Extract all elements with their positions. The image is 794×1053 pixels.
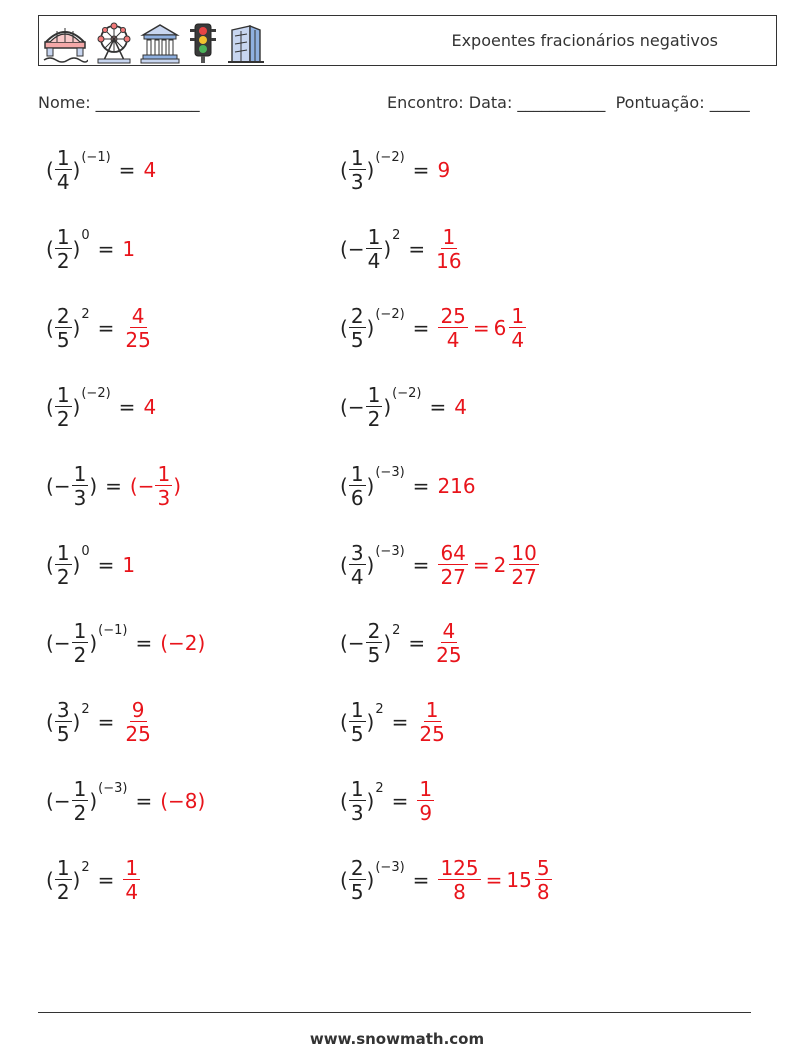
answer xyxy=(122,237,135,261)
denominator: 2 xyxy=(56,248,70,273)
denominator: 27 xyxy=(440,564,466,589)
fraction xyxy=(438,856,480,905)
numerator: 1 xyxy=(367,382,381,407)
answer xyxy=(433,619,464,668)
exponent: 2 xyxy=(375,701,384,717)
numerator: 1 xyxy=(425,698,439,723)
open-paren: ( xyxy=(340,552,348,577)
fraction xyxy=(123,303,152,352)
denominator: 4 xyxy=(446,327,460,352)
header-icons xyxy=(42,22,266,64)
answer xyxy=(122,698,153,747)
denominator: 25 xyxy=(125,722,151,747)
close-paren: ) xyxy=(366,789,375,814)
denominator: 5 xyxy=(56,722,70,747)
open-paren: ( xyxy=(340,631,348,656)
fraction xyxy=(349,777,366,826)
close-paren: ) xyxy=(383,631,392,656)
open-paren: ( xyxy=(340,394,348,419)
numerator: 1 xyxy=(56,856,70,881)
answer-value: 4 xyxy=(143,158,157,182)
fraction xyxy=(55,303,72,352)
exponent: 2 xyxy=(81,859,90,875)
date-score-field: Encontro: Data: ___________ Pontuação: _____ xyxy=(387,93,750,112)
close-paren: ) xyxy=(366,158,375,182)
exponent: (−2) xyxy=(81,386,111,402)
footer-url: www.snowmath.com xyxy=(309,1030,485,1048)
equals-sign: = xyxy=(97,315,115,340)
fraction xyxy=(438,540,467,589)
close-paren: ) xyxy=(366,710,375,735)
close-paren: ) xyxy=(72,552,81,577)
fraction xyxy=(366,619,383,668)
denominator: 25 xyxy=(419,722,445,747)
fraction xyxy=(417,698,446,747)
fraction xyxy=(434,224,463,273)
problem-item xyxy=(46,619,206,668)
problem-item xyxy=(340,540,540,589)
equals-sign: = xyxy=(391,710,409,735)
exponent: (−3) xyxy=(98,780,128,796)
exponent: 0 xyxy=(81,228,90,244)
building-icon xyxy=(226,22,266,64)
denominator: 4 xyxy=(511,327,525,352)
problem-item xyxy=(46,382,157,431)
numerator: 4 xyxy=(442,619,456,644)
problem-item xyxy=(340,303,527,352)
equals-sign: = xyxy=(412,868,430,893)
fraction xyxy=(434,619,463,668)
denominator: 3 xyxy=(350,170,364,194)
answer xyxy=(160,789,205,813)
exponent: 2 xyxy=(392,228,401,244)
open-paren: ( xyxy=(340,789,348,814)
numerator: 4 xyxy=(131,303,145,328)
problem-item xyxy=(340,148,450,192)
problem-item xyxy=(340,777,435,826)
denominator: 27 xyxy=(511,564,537,589)
numerator: 25 xyxy=(440,303,466,328)
denominator: 5 xyxy=(350,880,364,905)
open-paren: ( xyxy=(340,158,348,182)
equals-sign: = xyxy=(408,236,426,261)
exponent: (−2) xyxy=(375,307,405,323)
equals-sign: = xyxy=(412,158,430,182)
fraction xyxy=(349,461,366,510)
open-paren: ( xyxy=(46,158,54,182)
exponent: 2 xyxy=(81,701,90,717)
close-paren: ) xyxy=(383,236,392,261)
fraction xyxy=(55,382,72,431)
minus-sign: − xyxy=(53,473,71,498)
mixed-whole: 2 xyxy=(493,552,507,577)
answer-equals: = xyxy=(472,315,490,340)
answer xyxy=(437,158,450,182)
answer-value: 1 xyxy=(122,236,136,261)
denominator: 8 xyxy=(453,880,466,905)
footer-divider xyxy=(38,1012,751,1013)
exponent: 2 xyxy=(81,307,90,323)
numerator: 2 xyxy=(350,856,364,881)
equals-sign: = xyxy=(118,394,136,419)
close-paren: ) xyxy=(72,158,81,182)
numerator: 1 xyxy=(350,146,364,170)
mixed-fraction xyxy=(535,856,552,905)
equals-sign: = xyxy=(391,789,409,814)
mixed-whole: 6 xyxy=(493,315,507,340)
answer-equals: = xyxy=(472,552,490,577)
name-field: Nome: _____________ xyxy=(38,93,200,112)
equals-sign: = xyxy=(97,868,115,893)
answer xyxy=(416,698,447,747)
fraction xyxy=(349,303,366,352)
close-paren: ) xyxy=(366,473,375,498)
open-paren: ( xyxy=(340,473,348,498)
fraction xyxy=(155,461,172,510)
denominator: 2 xyxy=(73,643,87,668)
equals-sign: = xyxy=(118,158,136,182)
minus-sign: − xyxy=(53,631,71,656)
numerator: 9 xyxy=(131,698,145,723)
denominator: 5 xyxy=(56,327,70,352)
problem-item xyxy=(46,856,141,905)
denominator: 4 xyxy=(125,880,139,905)
fraction xyxy=(72,619,89,668)
answer xyxy=(122,553,135,577)
answer-value: 216 xyxy=(437,473,476,498)
denominator: 16 xyxy=(436,248,462,273)
denominator: 2 xyxy=(367,406,381,431)
equals-sign: = xyxy=(135,631,153,656)
numerator: 1 xyxy=(56,224,70,249)
close-paren: ) xyxy=(72,236,81,261)
equals-sign: = xyxy=(97,710,115,735)
numerator: 2 xyxy=(350,303,364,328)
numerator: 1 xyxy=(157,461,171,486)
exponent: 0 xyxy=(81,544,90,559)
close-paren: ) xyxy=(366,552,375,577)
answer-open-paren: (− xyxy=(129,473,155,498)
denominator: 4 xyxy=(367,248,381,273)
fraction xyxy=(123,698,152,747)
numerator: 1 xyxy=(350,698,364,723)
answer xyxy=(454,395,467,419)
exponent: 2 xyxy=(392,622,401,638)
problem-item xyxy=(46,777,206,826)
answer-value: (−2) xyxy=(160,631,206,656)
denominator: 3 xyxy=(350,801,364,826)
denominator: 2 xyxy=(56,564,70,589)
close-paren: ) xyxy=(383,394,392,419)
problem-item xyxy=(340,461,476,510)
fraction xyxy=(123,856,140,905)
open-paren: ( xyxy=(340,710,348,735)
fraction xyxy=(55,698,72,747)
answer xyxy=(160,631,205,655)
worksheet-title: Expoentes fracionários negativos xyxy=(451,31,718,50)
denominator: 2 xyxy=(56,880,70,905)
numerator: 1 xyxy=(73,777,87,802)
fraction xyxy=(349,856,366,905)
bridge-icon xyxy=(42,22,88,64)
fraction xyxy=(55,856,72,905)
exponent: (−2) xyxy=(375,149,405,165)
numerator: 2 xyxy=(367,619,381,644)
numerator: 1 xyxy=(350,461,364,486)
numerator: 1 xyxy=(419,777,433,802)
equals-sign: = xyxy=(412,315,430,340)
numerator: 64 xyxy=(440,540,466,565)
problem-item xyxy=(340,224,465,273)
fraction xyxy=(55,224,72,273)
worksheet-header xyxy=(38,15,777,66)
answer-value: 4 xyxy=(143,394,157,419)
equals-sign: = xyxy=(412,473,430,498)
mixed-fraction xyxy=(509,540,538,589)
numerator: 1 xyxy=(442,224,456,249)
problem-item xyxy=(340,382,467,431)
close-paren: ) xyxy=(89,789,98,814)
fraction xyxy=(417,777,434,826)
denominator: 25 xyxy=(436,643,462,668)
denominator: 5 xyxy=(350,327,364,352)
problem-item xyxy=(46,461,181,510)
numerator: 2 xyxy=(56,303,70,328)
fraction xyxy=(366,224,383,273)
problem-item xyxy=(46,698,154,747)
answer xyxy=(433,224,464,273)
numerator: 1 xyxy=(511,303,525,328)
museum-icon xyxy=(140,22,180,64)
numerator: 5 xyxy=(536,856,550,881)
numerator: 1 xyxy=(125,856,139,881)
equals-sign: = xyxy=(412,552,430,577)
denominator: 3 xyxy=(157,485,171,510)
fraction xyxy=(55,148,72,192)
numerator: 1 xyxy=(73,619,87,644)
mixed-fraction xyxy=(509,303,526,352)
answer xyxy=(122,856,141,905)
fraction xyxy=(349,148,366,192)
mixed-whole: 15 xyxy=(506,868,532,893)
close-paren: ) xyxy=(72,710,81,735)
answer xyxy=(143,395,156,419)
open-paren: ( xyxy=(46,710,54,735)
answer xyxy=(437,856,552,905)
denominator: 25 xyxy=(125,327,151,352)
close-paren: ) xyxy=(72,868,81,893)
answer xyxy=(143,158,156,182)
denominator: 4 xyxy=(350,564,364,589)
answer xyxy=(122,303,153,352)
minus-sign: − xyxy=(53,789,71,814)
minus-sign: − xyxy=(347,631,365,656)
minus-sign: − xyxy=(347,394,365,419)
fraction xyxy=(55,540,72,589)
denominator: 9 xyxy=(419,801,433,826)
numerator: 1 xyxy=(350,777,364,802)
answer-value: 1 xyxy=(122,552,136,577)
answer-equals: = xyxy=(485,868,503,893)
ferris-wheel-icon xyxy=(94,22,134,64)
answer-value: 9 xyxy=(437,158,451,182)
numerator: 1 xyxy=(56,540,70,565)
answer xyxy=(129,461,181,510)
open-paren: ( xyxy=(46,394,54,419)
open-paren: ( xyxy=(46,552,54,577)
fraction xyxy=(349,540,366,589)
exponent: (−2) xyxy=(392,386,422,402)
numerator: 1 xyxy=(56,382,70,407)
denominator: 6 xyxy=(350,485,364,510)
problem-item xyxy=(46,148,156,192)
problem-item xyxy=(340,619,465,668)
problem-item xyxy=(46,540,136,589)
open-paren: ( xyxy=(46,473,54,498)
close-paren: ) xyxy=(72,315,81,340)
answer-close-paren: ) xyxy=(173,473,181,498)
numerator: 3 xyxy=(350,540,364,565)
open-paren: ( xyxy=(46,789,54,814)
equals-sign: = xyxy=(105,473,122,498)
answer xyxy=(437,303,527,352)
exponent: (−1) xyxy=(81,149,111,165)
answer xyxy=(437,540,539,589)
equals-sign: = xyxy=(135,789,153,814)
open-paren: ( xyxy=(340,236,348,261)
answer xyxy=(437,474,475,498)
close-paren: ) xyxy=(72,394,81,419)
numerator: 3 xyxy=(56,698,70,723)
denominator: 2 xyxy=(56,406,70,431)
equals-sign: = xyxy=(97,236,115,261)
exponent: 2 xyxy=(375,780,384,796)
close-paren: ) xyxy=(366,868,375,893)
numerator: 10 xyxy=(511,540,537,565)
problem-item xyxy=(46,224,136,273)
open-paren: ( xyxy=(46,315,54,340)
open-paren: ( xyxy=(46,868,54,893)
problem-item xyxy=(340,856,553,905)
fraction xyxy=(72,777,89,826)
answer-value: (−8) xyxy=(160,789,206,814)
close-paren: ) xyxy=(89,473,98,498)
numerator: 1 xyxy=(73,461,87,486)
equals-sign: = xyxy=(97,552,115,577)
equals-sign: = xyxy=(429,394,447,419)
problem-item xyxy=(340,698,448,747)
problem-item xyxy=(46,303,154,352)
fraction xyxy=(366,382,383,431)
numerator: 125 xyxy=(440,856,479,881)
numerator: 1 xyxy=(56,146,70,170)
denominator: 8 xyxy=(536,880,550,905)
exponent: (−3) xyxy=(375,859,405,875)
open-paren: ( xyxy=(340,315,348,340)
answer-value: 4 xyxy=(454,394,467,419)
equals-sign: = xyxy=(408,631,426,656)
open-paren: ( xyxy=(340,868,348,893)
fraction xyxy=(349,698,366,747)
answer xyxy=(416,777,435,826)
close-paren: ) xyxy=(366,315,375,340)
numerator: 1 xyxy=(367,224,381,249)
denominator: 5 xyxy=(350,722,364,747)
exponent: (−3) xyxy=(375,544,405,559)
fraction xyxy=(438,303,467,352)
open-paren: ( xyxy=(46,236,54,261)
close-paren: ) xyxy=(89,631,98,656)
traffic-light-icon xyxy=(186,22,220,64)
minus-sign: − xyxy=(347,236,365,261)
denominator: 3 xyxy=(73,485,87,510)
exponent: (−1) xyxy=(98,622,128,638)
denominator: 4 xyxy=(56,170,70,194)
fraction xyxy=(72,461,89,510)
open-paren: ( xyxy=(46,631,54,656)
denominator: 2 xyxy=(73,801,87,826)
exponent: (−3) xyxy=(375,465,405,481)
denominator: 5 xyxy=(367,643,381,668)
